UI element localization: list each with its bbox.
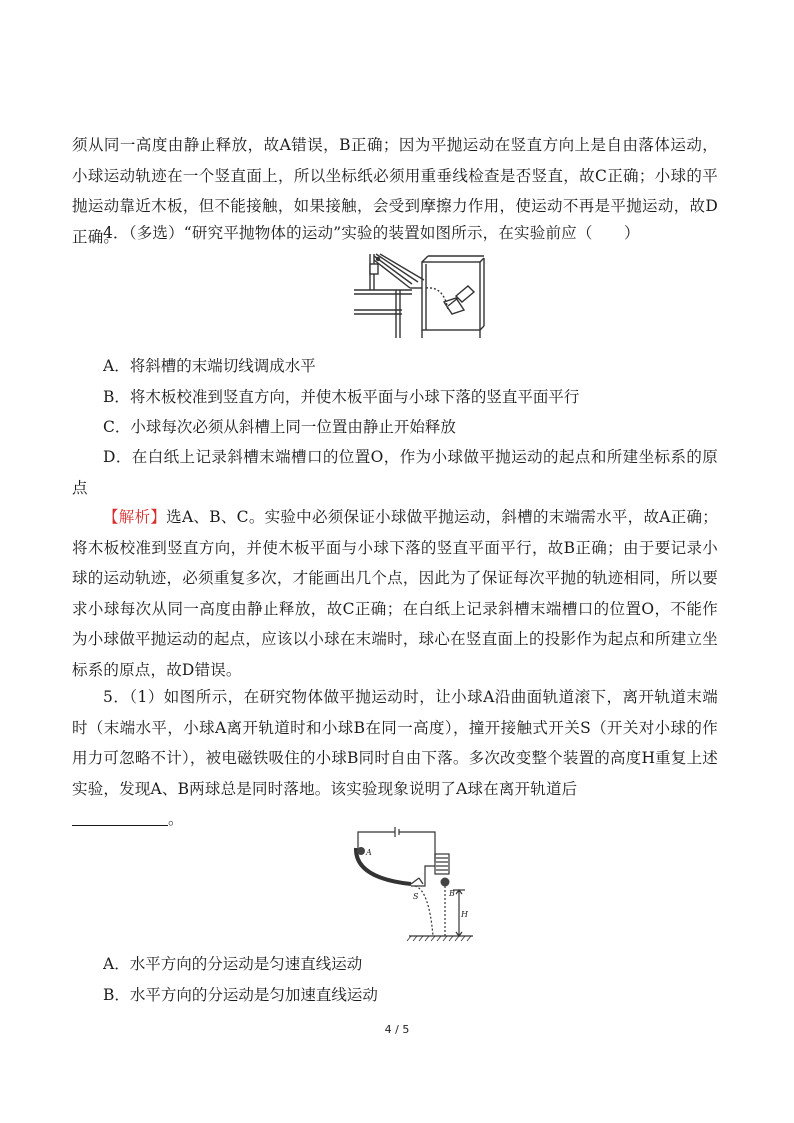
q4-option-a: A．将斜槽的末端切线调成水平 xyxy=(103,357,316,375)
q4-option-d: D．在白纸上记录斜槽末端槽口的位置O，作为小球做平抛运动的起点和所建坐标系的原点 xyxy=(72,448,718,497)
question-5-stem xyxy=(72,682,718,835)
label-b: B xyxy=(449,889,455,898)
q4-analysis-text: 选A、B、C。实验中必须保证小球做平抛运动，斜槽的末端需水平，故A正确；将木板校准到竖直方向，并使木板平面与小球下落的竖直平面平行，故B正确；由于要记录小球的运动轨迹，必须重复多次，才能画出几个点，因此为了保证每次平抛的轨迹相同，所以要求小球每次从同一高度由静止释放，故C正确；在白纸上记录斜槽末端槽口的位置O，不能作为小球做平抛运动的起点，应该以小球在末端时，球心在竖直面上的投影作为起点和所建立坐标系的原点，故D错误。 xyxy=(72,508,718,679)
label-h: H xyxy=(461,910,468,919)
label-s: S xyxy=(413,892,419,901)
two-ball-experiment-figure xyxy=(349,826,475,942)
projectile-apparatus-figure xyxy=(352,250,488,340)
q4-option-c: C．小球每次必须从斜槽上同一位置由静止开始释放 xyxy=(103,418,456,436)
page-number: 4 / 5 xyxy=(384,1023,410,1036)
paragraph-q3-analysis-continued: 须从同一高度由静止释放，故A错误，B正确；因为平抛运动在竖直方向上是自由落体运动，小球运动轨迹在一个竖直面上，所以坐标纸必须用重垂线检查是否竖直，故C正确；小球的平抛运动靠近木板，但不能接触，如果接触，会受到摩擦力作用，使运动不再是平抛运动，故D正确。 xyxy=(72,136,718,246)
label-a: A xyxy=(366,848,372,857)
q5-stem-end: 。 xyxy=(168,810,184,828)
q4-option-b: B．将木板校准到竖直方向，并使木板平面与小球下落的竖直平面平行 xyxy=(103,388,580,406)
q5-stem-text: 5．（1）如图所示，在研究物体做平抛运动时，让小球A沿曲面轨道滚下，离开轨道末端时（末端水平，小球A离开轨道时和小球B在同一高度），撞开接触式开关S（开关对小球的作用力可忽略不计），被电磁铁吸住的小球B同时自由下落。多次改变整个装置的高度H重复上述实验，发现A、B两球总是同时落地。该实验现象说明了A球在离开轨道后 xyxy=(72,688,718,798)
answer-blank[interactable] xyxy=(72,809,168,826)
analysis-tag: 【解析】 xyxy=(103,508,167,526)
question-4-stem: 4．（多选）“研究平抛物体的运动”实验的装置如图所示，在实验前应（ ） xyxy=(103,224,640,242)
q5-option-b: B．水平方向的分运动是匀加速直线运动 xyxy=(103,986,378,1004)
q4-analysis xyxy=(72,502,718,685)
q5-option-a: A．水平方向的分运动是匀速直线运动 xyxy=(103,955,363,973)
